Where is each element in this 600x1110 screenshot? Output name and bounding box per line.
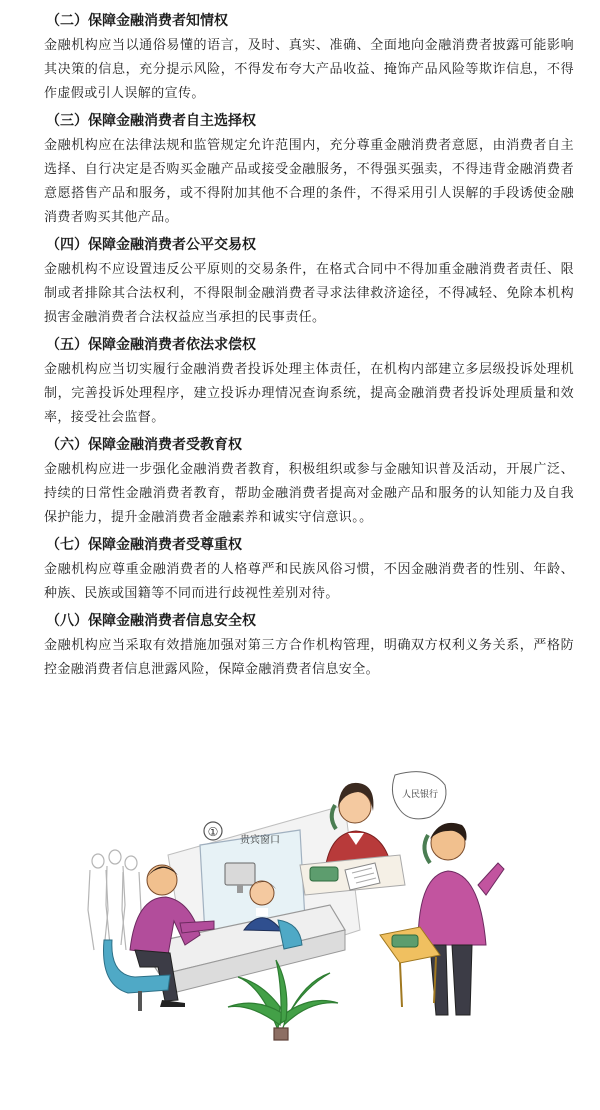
section-body-4: 金融机构不应设置违反公平原则的交易条件，在格式合同中不得加重金融消费者责任、限制或者排除其合法权利，不得限制金融消费者寻求法律救济途径，不得减轻、免除本机构损害金融消费者合法权益应当承担的民事责任。 (44, 262, 574, 325)
section-title-7: （七）保障金融消费者受尊重权 (46, 537, 242, 553)
section-body-2: 金融机构应当以通俗易懂的语言，及时、真实、准确、全面地向金融消费者披露可能影响其决策的信息，充分提示风险，不得发布夸大产品收益、掩饰产品风险等欺诈信息，不得作虚假或引人误解的宣传。 (44, 38, 574, 101)
section-title-4: （四）保障金融消费者公平交易权 (46, 237, 256, 253)
section-title-5: （五）保障金融消费者依法求偿权 (46, 337, 256, 353)
bank-service-illustration (0, 745, 600, 1045)
section-body-5: 金融机构应当切实履行金融消费者投诉处理主体责任，在机构内部建立多层级投诉处理机制，完善投诉处理程序，建立投诉办理情况查询系统，提高金融消费者投诉处理质量和效率，接受社会监督。 (44, 362, 574, 425)
document-body (44, 8, 574, 684)
desk-phone-icon (310, 867, 338, 881)
section-body-8: 金融机构应当采取有效措施加强对第三方合作机构管理，明确双方权利义务关系，严格防控金融消费者信息泄露风险，保障金融消费者信息安全。 (44, 638, 574, 677)
section-body-7: 金融机构应尊重金融消费者的人格尊严和民族风俗习惯，不因金融消费者的性别、年龄、种族、民族或国籍等不同而进行歧视性差别对待。 (44, 562, 574, 601)
speech-bubble-text: 人民银行 (401, 790, 439, 800)
vip-window-sign: 贵宾窗口 (240, 835, 280, 846)
section-title-6: （六）保障金融消费者受教育权 (46, 437, 242, 453)
section-title-2: （二）保障金融消费者知情权 (46, 13, 228, 29)
section-body-3: 金融机构应在法律法规和监管规定允许范围内，充分尊重金融消费者意愿，由消费者自主选择、自行决定是否购买金融产品或接受金融服务，不得强买强卖，不得违背金融消费者意愿搭售产品和服务，或不得附加其他不合理的条件，不得采用引人误解的手段诱使金融消费者购买其他产品。 (44, 138, 574, 225)
customer-phone-icon (392, 935, 418, 947)
section-title-8: （八）保障金融消费者信息安全权 (46, 613, 256, 629)
section-title-3: （三）保障金融消费者自主选择权 (46, 113, 256, 129)
section-body-6: 金融机构应进一步强化金融消费者教育，积极组织或参与金融知识普及活动，开展广泛、持续的日常性金融消费者教育，帮助金融消费者提高对金融产品和服务的认知能力及自我保护能力，提升金融消费者金融素养和诚实守信意识。。 (44, 462, 574, 525)
window-number: ① (207, 825, 219, 839)
bank-counter-scene (88, 805, 360, 1040)
male-customer-on-phone (418, 823, 504, 1015)
